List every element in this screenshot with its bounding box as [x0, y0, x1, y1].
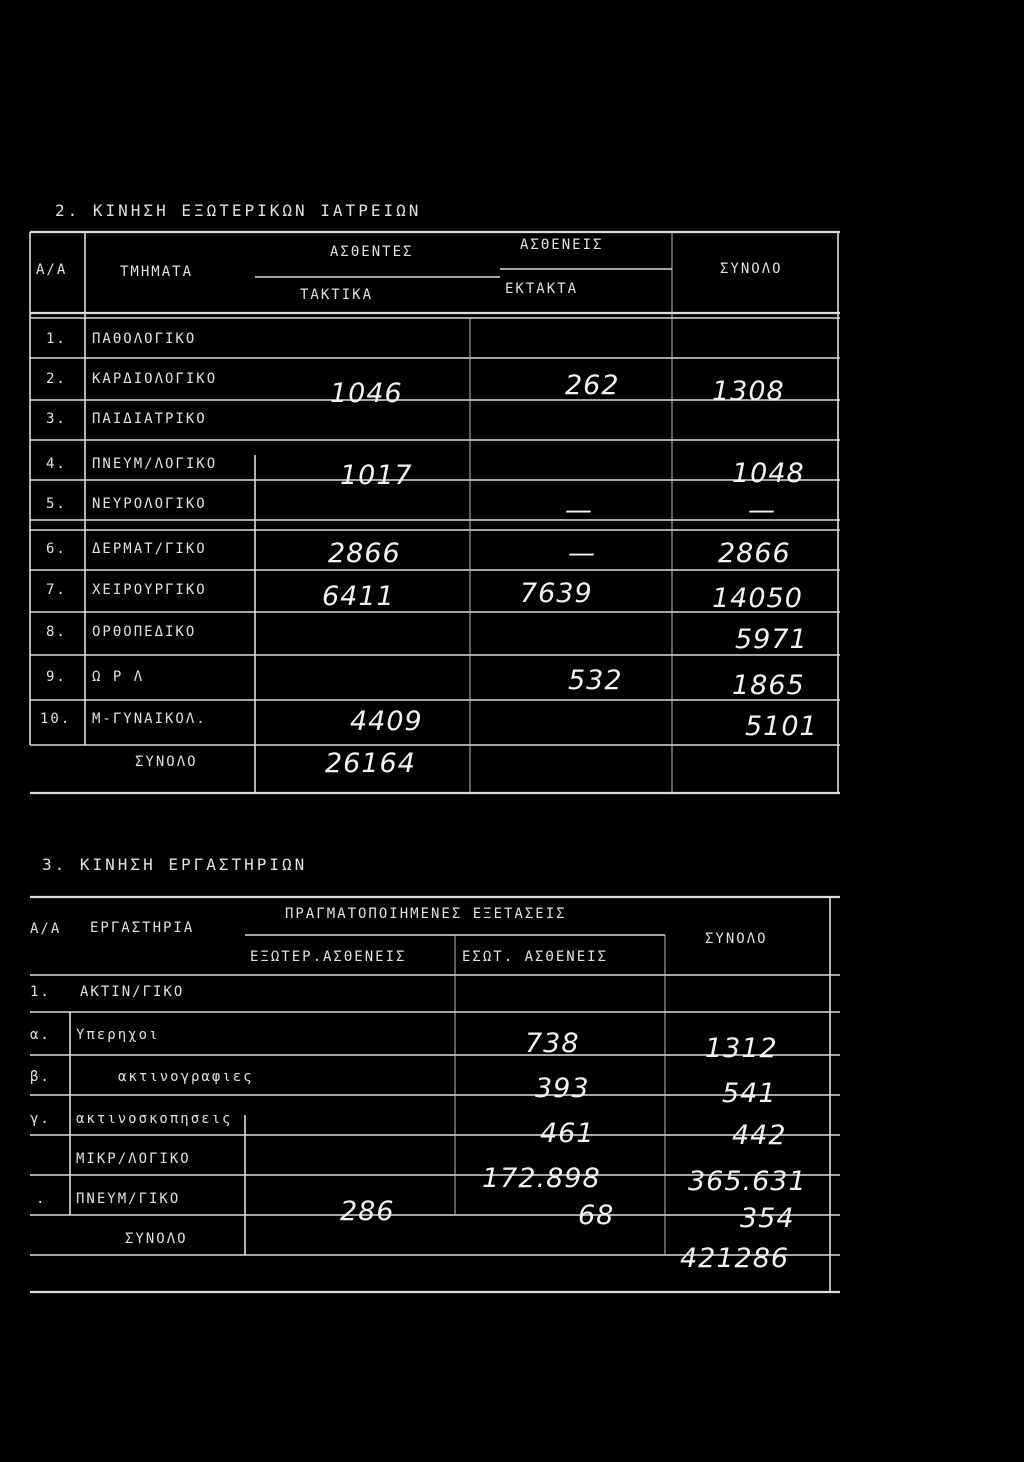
s2-row-num: 8. — [46, 624, 67, 640]
s3-grand-total: 421286 — [680, 1243, 790, 1274]
s2-row-num: 1. — [46, 331, 67, 347]
s2-r4-regular: 1017 — [340, 460, 413, 491]
s3-row-name: ΠΝΕΥΜ/ΓΙΚΟ — [76, 1191, 181, 1207]
s2-r10-total: 5101 — [745, 711, 818, 742]
s2-header-patients: ΑΣΘΕΝΤΕΣ — [330, 244, 414, 260]
s3-row-num: γ. — [30, 1111, 51, 1127]
s3-header-inpatient: ΕΣΩΤ. ΑΣΘΕΝΕΙΣ — [462, 949, 609, 965]
s3-micro-in: 172.898 — [482, 1163, 601, 1194]
s3-pneum-total: 354 — [740, 1203, 795, 1234]
s3-row-num: α. — [30, 1027, 51, 1043]
s2-r7-emergency: 7639 — [520, 578, 593, 609]
s2-r6-emergency: — — [568, 538, 596, 569]
s3-row-name: ΑΚΤΙΝ/ΓΙΚΟ — [80, 984, 185, 1000]
s3-header-total: ΣΥΝΟΛΟ — [705, 931, 768, 947]
s2-r10-regular: 4409 — [350, 706, 423, 737]
s2-row-num: 3. — [46, 411, 67, 427]
s2-row-name: Ω Ρ Λ — [92, 669, 145, 685]
section2-title: 2. ΚΙΝΗΣΗ ΕΞΩΤΕΡΙΚΩΝ ΙΑΤΡΕΙΩΝ — [55, 201, 422, 220]
s2-row-name: Μ-ΓΥΝΑΙΚΟΛ. — [92, 711, 207, 727]
s3-total-label: ΣΥΝΟΛΟ — [125, 1231, 188, 1247]
s2-r5-total: — — [748, 495, 776, 526]
s2-r2-emergency: 262 — [565, 370, 620, 401]
s2-row-num: 6. — [46, 541, 67, 557]
s2-row-num: 5. — [46, 496, 67, 512]
s2-row-name: ΠΝΕΥΜ/ΛΟΓΙΚΟ — [92, 456, 218, 472]
s2-row-num: 7. — [46, 582, 67, 598]
s3-pneum-out: 286 — [340, 1196, 395, 1227]
s3-row-name: Υπερηχοι — [76, 1027, 160, 1043]
s2-row-name: ΧΕΙΡΟΥΡΓΙΚΟ — [92, 582, 207, 598]
s3-c-total: 442 — [732, 1120, 787, 1151]
s2-header-regular: ΤΑΚΤΙΚΑ — [300, 287, 374, 303]
s2-header-patients2: ΑΣΘΕΝΕΙΣ — [520, 237, 604, 253]
s2-r2-regular: 1046 — [330, 378, 403, 409]
s3-b-in: 393 — [535, 1073, 590, 1104]
s2-header-total: ΣΥΝΟΛΟ — [720, 261, 783, 277]
s2-r9-emergency: 532 — [568, 665, 623, 696]
s2-row-num: 4. — [46, 456, 67, 472]
s2-row-name: ΠΑΙΔΙΑΤΡΙΚΟ — [92, 411, 207, 427]
s3-row-num: β. — [30, 1069, 51, 1085]
s3-header-aa: Α/Α — [30, 921, 62, 937]
s2-row-name: ΠΑΘΟΛΟΓΙΚΟ — [92, 331, 197, 347]
s2-row-name: ΚΑΡΔΙΟΛΟΓΙΚΟ — [92, 371, 218, 387]
s2-r7-total: 14050 — [712, 583, 803, 614]
s2-r8-total: 5971 — [735, 624, 808, 655]
s3-c-in: 461 — [540, 1118, 595, 1149]
s2-row-name: ΔΕΡΜΑΤ/ΓΙΚΟ — [92, 541, 207, 557]
s3-header-outpatient: ΕΞΩΤΕΡ.ΑΣΘΕΝΕΙΣ — [250, 949, 407, 965]
s3-a-total: 1312 — [705, 1033, 778, 1064]
section3-title: 3. ΚΙΝΗΣΗ ΕΡΓΑΣΤΗΡΙΩΝ — [42, 855, 308, 874]
s3-row-num: . — [36, 1191, 47, 1207]
s2-r9-total: 1865 — [732, 670, 805, 701]
s3-row-name: ακτινογραφιες — [118, 1069, 254, 1085]
s3-header-labs: ΕΡΓΑΣΤΗΡΙΑ — [90, 920, 195, 936]
s2-r2-total: 1308 — [712, 376, 785, 407]
s2-row-name: ΟΡΘΟΠΕΔΙΚΟ — [92, 624, 197, 640]
s2-total-label: ΣΥΝΟΛΟ — [135, 754, 198, 770]
s3-row-name: ΜΙΚΡ/ΛΟΓΙΚΟ — [76, 1151, 191, 1167]
s2-row-num: 2. — [46, 371, 67, 387]
s2-row-num: 9. — [46, 669, 67, 685]
s2-r4-total: 1048 — [732, 458, 805, 489]
s3-pneum-in: 68 — [578, 1200, 615, 1231]
s2-row-num: 10. — [40, 711, 72, 727]
s2-row-name: ΝΕΥΡΟΛΟΓΙΚΟ — [92, 496, 207, 512]
s2-sum-regular: 26164 — [325, 748, 416, 779]
s3-b-total: 541 — [722, 1078, 777, 1109]
s3-a-in: 738 — [525, 1028, 580, 1059]
s2-header-dept: ΤΜΗΜΑΤΑ — [120, 264, 194, 280]
s2-r5-emergency: — — [565, 495, 593, 526]
s3-row-num: 1. — [30, 984, 51, 1000]
s2-header-aa: Α/Α — [36, 262, 68, 278]
s2-header-emergency: ΕΚΤΑΚΤΑ — [505, 281, 579, 297]
s2-r6-total: 2866 — [718, 538, 791, 569]
s3-micro-total: 365.631 — [688, 1166, 807, 1197]
s2-r7-regular: 6411 — [322, 581, 395, 612]
s2-r6-regular: 2866 — [328, 538, 401, 569]
s3-row-name: ακτινοσκοπησεις — [76, 1111, 233, 1127]
s3-header-exams: ΠΡΑΓΜΑΤΟΠΟΙΗΜΕΝΕΣ ΕΞΕΤΑΣΕΙΣ — [285, 906, 567, 922]
